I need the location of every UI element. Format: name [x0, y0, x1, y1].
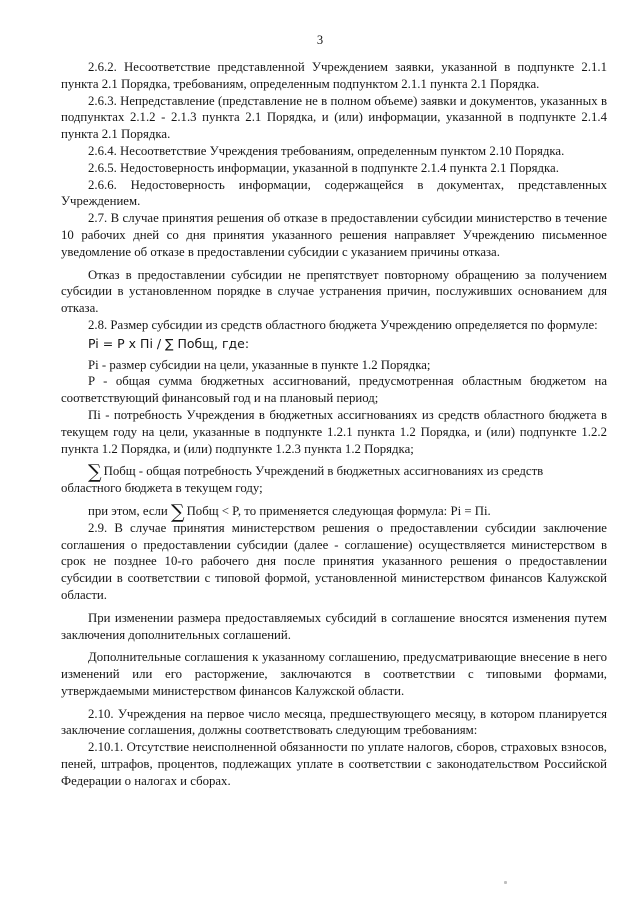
paragraph-2-6-6: 2.6.6. Недостоверность информации, содержащейся в документах, представленных Учреждением. — [61, 177, 607, 209]
paragraph-2-10: 2.10. Учреждения на первое число месяца, предшествующего месяцу, в котором планируется заключение соглашения, должны соответствовать следующим требованиям: — [61, 706, 607, 738]
definition-sum-total-cont: областного бюджета в текущем году; — [61, 481, 263, 496]
condition-suffix: то применяется следующая формула: — [244, 503, 448, 518]
condition-formula: Pi = Пi. — [450, 503, 491, 518]
sum-total-label: Побщ — [103, 464, 136, 479]
paragraph-2-9-additional: Дополнительные соглашения к указанному соглашению, предусматривающие внесение в него изменений или его расторжение, заключаются в соответствии с типовыми формами, утверждаемыми министерством финансов Калужской области. — [61, 650, 607, 698]
definition-p: P - общая сумма бюджетных ассигнований, предусмотренная областным бюджетом на соответствующий финансовый год и на плановый период; — [61, 374, 607, 406]
condition-formula-line — [61, 500, 607, 523]
paragraph-2-9: 2.9. В случае принятия министерством решения о предоставлении субсидии заключение соглашения о предоставлении субсидии (далее - соглашение) осуществляется министерством в срок не позднее 10-го рабочего дня после принятия указанного решения о предоставлении субсидии в соответствии с типовой формой, установленной министерством финансов Калужской области. — [61, 520, 607, 602]
definition-sum-total — [61, 461, 607, 484]
paragraph-2-6-2: 2.6.2. Несоответствие представленной Учреждением заявки, указанной в подпункте 2.1.1 пункта 2.1 Порядка, требованиям, определенным подпунктом 2.1.1 пункта 2.1 Порядка. — [61, 60, 607, 91]
document-body — [61, 59, 607, 790]
condition-body: Побщ < P, — [186, 503, 242, 518]
paragraph-2-9-changes: При изменении размера предоставляемых субсидий в соглашение вносятся изменения путем заключения дополнительных соглашений. — [61, 610, 607, 642]
subsidy-formula — [61, 336, 607, 353]
paragraph-2-6-3: 2.6.3. Непредставление (представление не в полном объеме) заявки и документов, указанных в подпунктах 2.1.2 - 2.1.3 пункта 2.1 Порядка, и (или) информации, указанной в подпункте 2.1.4 пункта 2.1 Порядка. — [61, 93, 607, 142]
paragraph-2-6-4: 2.6.4. Несоответствие Учреждения требованиям, определенным пунктом 2.10 Порядка. — [88, 143, 565, 158]
sum-symbol-condition: ∑ — [170, 500, 185, 523]
page-number: 3 — [316, 33, 324, 47]
definition-pi-need: Пi - потребность Учреждения в бюджетных ассигнованиях из средств областного бюджета в текущем году на цели, указанные в подпункте 1.2.1 пункта 1.2 Порядка, и (или) подпункте 1.2.2 пункта 1.2 Порядка, и (или) подпункте 1.2.3 пункта 1.2 Порядка; — [61, 407, 607, 456]
subsidy-formula-text: Pi = P x Пi / ∑ Побщ, где: — [88, 335, 250, 351]
sum-total-definition: - общая потребность Учреждений в бюджетных ассигнованиях из средств — [138, 464, 544, 479]
paragraph-2-10-1: 2.10.1. Отсутствие неисполненной обязанности по уплате налогов, сборов, страховых взносов, пеней, штрафов, процентов, подлежащих уплате в соответствии с законодательством Российской Федерации о налогах и сборах. — [61, 740, 607, 788]
paragraph-2-7-refusal: Отказ в предоставлении субсидии не препятствует повторному обращению за получением субсидии в установленном порядке в случае устранения причин, послуживших основанием для отказа. — [61, 267, 607, 316]
scan-dot — [504, 881, 507, 884]
paragraph-2-8: 2.8. Размер субсидии из средств областного бюджета Учреждению определяется по формуле: — [88, 317, 598, 332]
paragraph-2-7: 2.7. В случае принятия решения об отказе в предоставлении субсидии министерство в течение 10 рабочих дней со дня принятия указанного решения направляет Учреждению письменное уведомление об отказе в предоставлении субсидии с указанием причины отказа. — [61, 211, 607, 259]
sum-symbol: ∑ — [88, 461, 102, 484]
paragraph-2-6-5: 2.6.5. Недостоверность информации, указанной в подпункте 2.1.4 пункта 2.1 Порядка. — [88, 160, 559, 175]
definition-pi: Pi - размер субсидии на цели, указанные в пункте 1.2 Порядка; — [88, 357, 431, 372]
condition-prefix: при этом, если — [88, 503, 168, 518]
